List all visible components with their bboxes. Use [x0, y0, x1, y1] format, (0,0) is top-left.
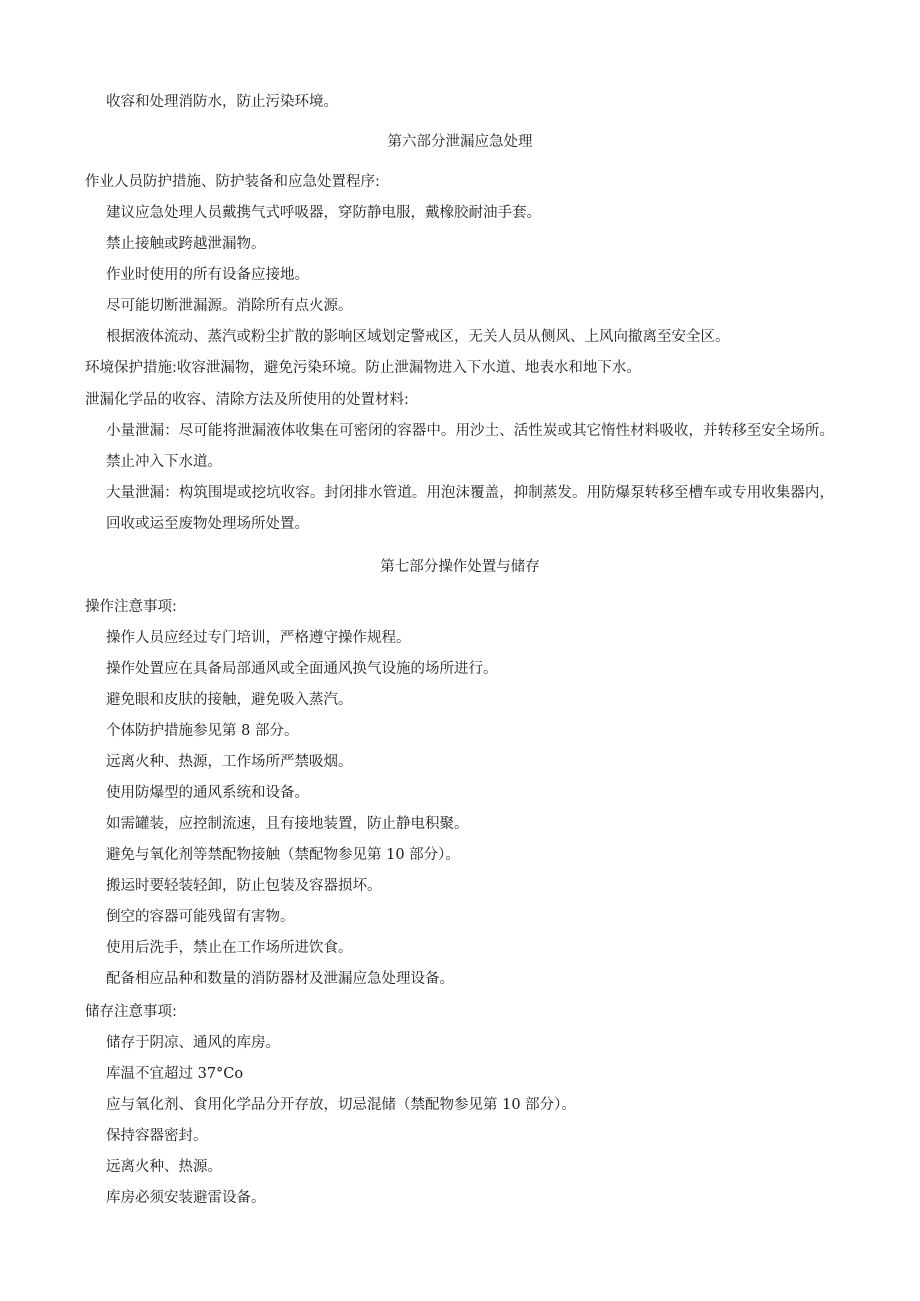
storage-item: 库温不宜超过 37°Co [106, 1066, 244, 1082]
personnel-item: 根据液体流动、蒸汽或粉尘扩散的影响区域划定警戒区，无关人员从侧风、上风向撤离至安全区。 [106, 329, 730, 345]
storage-item: 储存于阴凉、通风的库房。 [106, 1035, 280, 1051]
operation-item: 配备相应品种和数量的消防器材及泄漏应急处理设备。 [106, 971, 454, 987]
operation-item: 操作人员应经过专门培训，严格遵守操作规程。 [106, 630, 411, 646]
firefighting-water-line: 收容和处理消防水，防止污染环境。 [106, 94, 338, 110]
environmental-protection-label: 环境保护措施: [85, 360, 177, 376]
operation-item: 操作处置应在具备局部通风或全面通风换气设施的场所进行。 [106, 661, 498, 677]
operation-item: 倒空的容器可能残留有害物。 [106, 909, 295, 925]
operation-item: 搬运时要轻装轻卸，防止包装及容器损坏。 [106, 878, 382, 894]
operation-precautions-label: 操作注意事项: [85, 599, 177, 615]
storage-item: 远离火种、热源。 [106, 1159, 222, 1175]
operation-item: 使用防爆型的通风系统和设备。 [106, 785, 309, 801]
section6-title: 第六部分泄漏应急处理 [387, 134, 533, 150]
section7-title: 第七部分操作处置与储存 [380, 559, 540, 575]
operation-item: 远离火种、热源，工作场所严禁吸烟。 [106, 754, 353, 770]
operation-item: 使用后洗手，禁止在工作场所进饮食。 [106, 940, 353, 956]
small-spill-paragraph: 小量泄漏：尽可能将泄漏液体收集在可密闭的容器中。用沙土、活性炭或其它惰性材料吸收，并转移至安全场所。禁止冲入下水道。 [106, 423, 834, 470]
large-spill-paragraph: 大量泄漏：构筑围堤或挖坑收容。封闭排水管道。用泡沫覆盖，抑制蒸发。用防爆泵转移至槽车或专用收集器内，回收或运至废物处理场所处置。 [106, 485, 834, 532]
personnel-item: 尽可能切断泄漏源。消除所有点火源。 [106, 298, 353, 314]
personnel-protection-label: 作业人员防护措施、防护装备和应急处置程序: [85, 174, 380, 190]
storage-precautions-label: 储存注意事项: [85, 1004, 177, 1020]
storage-item: 保持容器密封。 [106, 1128, 208, 1144]
storage-item: 应与氧化剂、食用化学品分开存放，切忌混储（禁配物参见第 10 部分）。 [106, 1097, 576, 1113]
personnel-item: 建议应急处理人员戴携气式呼吸器，穿防静电服，戴橡胶耐油手套。 [106, 205, 541, 221]
environmental-protection-text: 收容泄漏物，避免污染环境。防止泄漏物进入下水道、地表水和地下水。 [176, 360, 641, 376]
cleanup-methods-label: 泄漏化学品的收容、清除方法及所使用的处置材料: [85, 392, 409, 408]
storage-item: 库房必须安装避雷设备。 [106, 1190, 266, 1206]
operation-item: 避免眼和皮肤的接触，避免吸入蒸汽。 [106, 692, 353, 708]
operation-item: 个体防护措施参见第 8 部分。 [106, 723, 299, 739]
personnel-item: 禁止接触或跨越泄漏物。 [106, 236, 266, 252]
operation-item: 避免与氧化剂等禁配物接触（禁配物参见第 10 部分）。 [106, 847, 460, 863]
environmental-protection-line [85, 358, 641, 378]
personnel-item: 作业时使用的所有设备应接地。 [106, 267, 309, 283]
operation-item: 如需罐装，应控制流速，且有接地装置，防止静电积聚。 [106, 816, 469, 832]
